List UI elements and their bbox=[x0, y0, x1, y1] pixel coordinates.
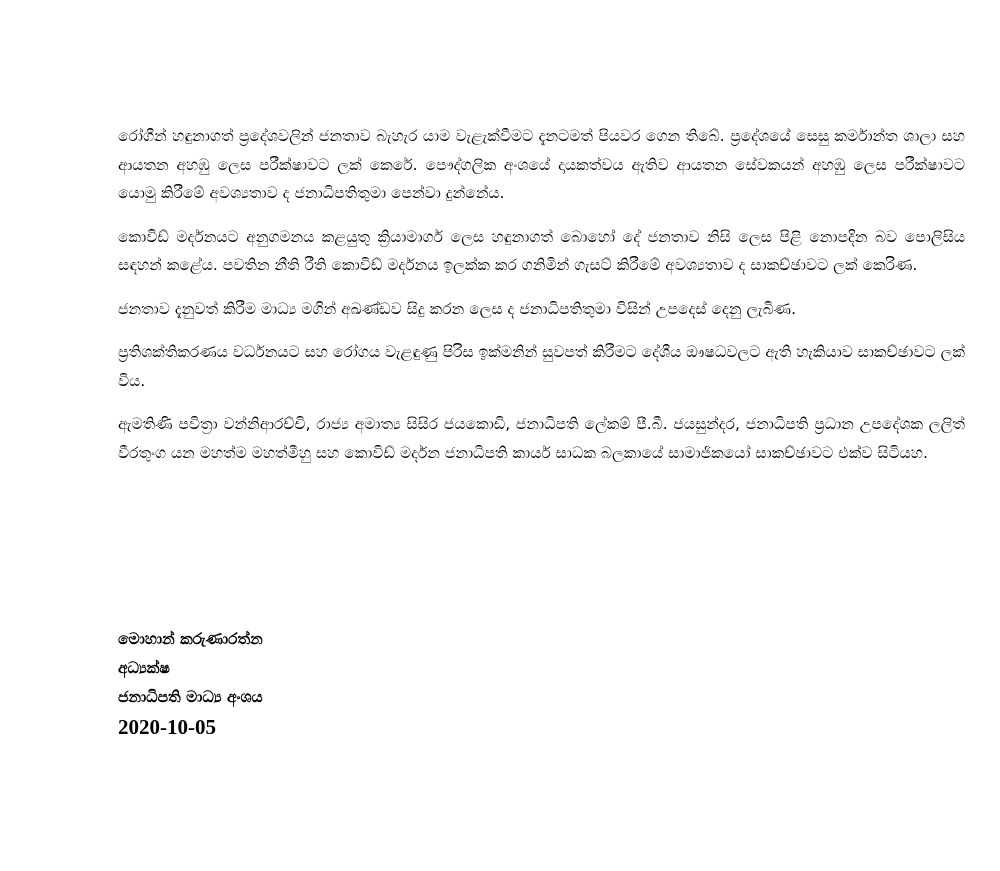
paragraph-3: ජනතාව දැනුවත් කිරීම මාධ්‍ය මගින් අඛණ්ඩව සිදු කරන ලෙස ද ජනාධිපතිතුමා විසින් උපදෙස් දෙනු ලැබිණ. bbox=[118, 299, 797, 318]
signatory-name: මොහාන් කරුණාරත්න bbox=[118, 630, 263, 648]
document-date: 2020-10-05 bbox=[118, 715, 216, 739]
signature-block bbox=[118, 625, 263, 742]
signatory-division: ජනාධිපති මාධ්‍ය අංශය bbox=[118, 688, 263, 706]
paragraph-1: රෝගීන් හඳුනාගත් ප්‍රදේශවලින් ජනතාව බැහැර යාම වැළැක්වීමට දැනටමත් පියවර ගෙන තිබේ. ප්‍රදේශයේ සෙසු කර්මාන්ත ශාලා සහ ආයතන අහඹු ලෙස පරීක්ෂාවට ලක් කෙරේ. පෞද්ගලික අංශයේ දායකත්වය ඇතිව ආයතන සේවකයන් අහඹු ලෙස පරීක්ෂාවට යොමු කිරීමේ අවශ්‍යතාව ද ජනාධිපතිතුමා පෙන්වා දුන්නේය. bbox=[118, 127, 965, 202]
signatory-title: අධ්‍යක්ෂ bbox=[118, 659, 170, 677]
paragraph-4: ප්‍රතිශක්තිකරණය වර්ධනයට සහ රෝගය වැළඳුණු පිරිස ඉක්මනින් සුවපත් කිරීමට දේශීය ඖෂධවලට ඇති හැකියාව සාකච්ඡාවට ලක් විය. bbox=[118, 343, 965, 390]
paragraph-5: ඇමතිණි පවිත්‍රා වන්නිආරච්චි, රාජ්‍ය අමාත්‍ය සිසිර ජයකොඩි, ජනාධිපති ලේකම් පී.බී. ජයසුන්දර, ජනාධිපති ප්‍රධාන උපදේශක ලලිත් වීරතුංග යන මහත්ම මහත්මීහු සහ කොවිඩ් මර්දන ජනාධිපති කාර්ය සාධක බලකායේ සාමාජිකයෝ සාකච්ඡාවට එක්ව සිටියහ. bbox=[118, 415, 965, 462]
document-body bbox=[118, 122, 965, 482]
paragraph-2: කොවිඩ් මර්දනයට අනුගමනය කළයුතු ක්‍රියාමාර්ග ලෙස හඳුනාගත් බොහෝ දේ ජනතාව නිසි ලෙස පිළි නොපදින බව පොලිසිය සඳහන් කළේය. පවතින නීති රීති කොවිඩ් මර්දනය ඉලක්ක කර ගනිමින් ගැසට් කිරීමේ අවශ්‍යතාව ද සාකච්ඡාවට ලක් කෙරිණ. bbox=[118, 227, 965, 274]
